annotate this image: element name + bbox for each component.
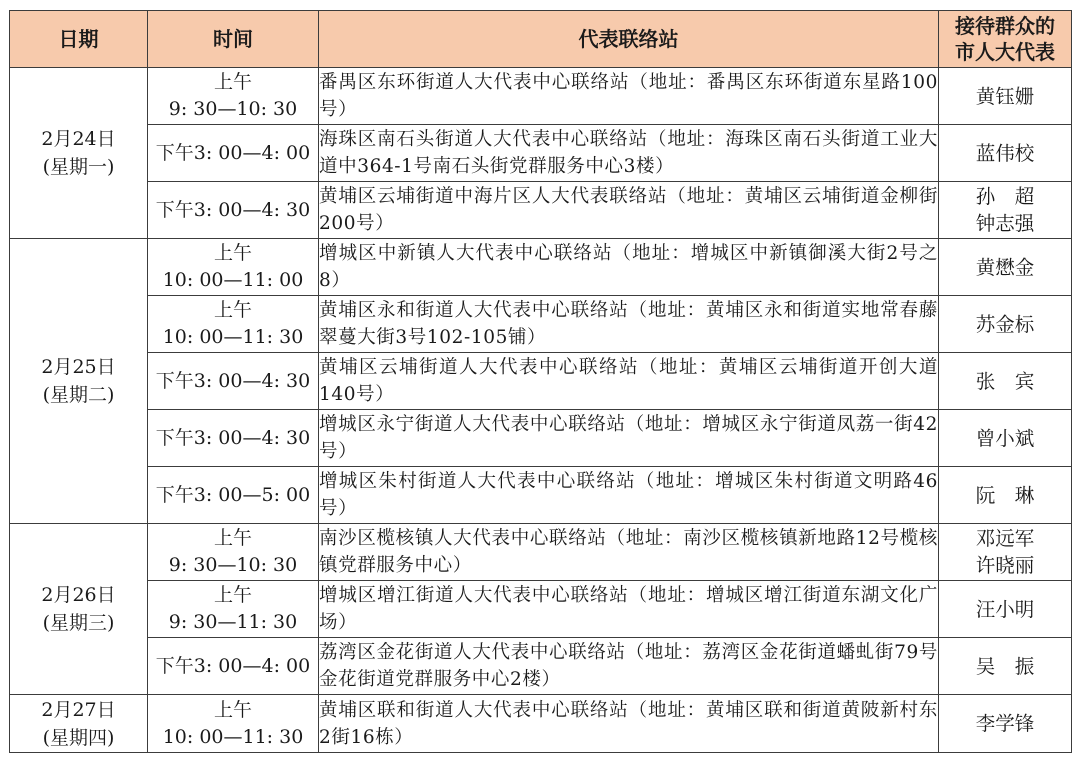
time-cell bbox=[148, 410, 319, 467]
table-body bbox=[10, 68, 1072, 753]
table-row bbox=[10, 524, 1072, 581]
station-cell: 增城区朱村街道人大代表中心联络站（地址：增城区朱村街道文明路46号） bbox=[319, 467, 939, 524]
representative-name: 李学锋 bbox=[975, 712, 1035, 735]
station-cell: 黄埔区云埔街道人大代表中心联络站（地址：黄埔区云埔街道开创大道140号） bbox=[319, 353, 939, 410]
date-text: 2月27日 bbox=[41, 698, 116, 721]
station-cell: 增城区增江街道人大代表中心联络站（地址：增城区增江街道东湖文化广场） bbox=[319, 581, 939, 638]
time-text: 下午3: 00—4: 30 bbox=[155, 426, 311, 449]
table-row bbox=[10, 68, 1072, 125]
header-time: 时间 bbox=[148, 11, 319, 68]
time-text: 10: 00—11: 30 bbox=[162, 725, 304, 748]
station-cell: 黄埔区云埔街道中海片区人大代表联络站（地址：黄埔区云埔街道金柳街200号） bbox=[319, 182, 939, 239]
time-cell bbox=[148, 695, 319, 753]
time-text: 10: 00—11: 30 bbox=[162, 326, 304, 348]
time-text: 上午 bbox=[213, 584, 252, 606]
header-row bbox=[10, 11, 1072, 68]
table-row bbox=[10, 467, 1072, 524]
table-row bbox=[10, 182, 1072, 239]
date-cell bbox=[10, 68, 148, 239]
time-cell bbox=[148, 239, 319, 296]
representative-cell bbox=[939, 638, 1072, 695]
header-rep-line-1: 接待群众的 bbox=[955, 14, 1055, 38]
time-text: 上午 bbox=[213, 242, 252, 264]
station-cell: 海珠区南石头街道人大代表中心联络站（地址：海珠区南石头街道工业大道中364-1号南石头街党群服务中心3楼） bbox=[319, 125, 939, 182]
time-text: 下午3: 00—4: 30 bbox=[155, 369, 311, 392]
date-cell bbox=[10, 695, 148, 753]
representative-cell bbox=[939, 296, 1072, 353]
representative-cell bbox=[939, 467, 1072, 524]
time-cell bbox=[148, 638, 319, 695]
representative-cell bbox=[939, 182, 1072, 239]
time-text: 上午 bbox=[213, 698, 252, 721]
time-cell bbox=[148, 467, 319, 524]
time-text: 10: 00—11: 00 bbox=[162, 269, 304, 291]
station-cell: 番禺区东环街道人大代表中心联络站（地址：番禺区东环街道东星路100号） bbox=[319, 68, 939, 125]
time-cell bbox=[148, 296, 319, 353]
representative-cell bbox=[939, 581, 1072, 638]
station-cell: 增城区中新镇人大代表中心联络站（地址：增城区中新镇御溪大街2号之8） bbox=[319, 239, 939, 296]
station-cell: 荔湾区金花街道人大代表中心联络站（地址：荔湾区金花街道蟠虬街79号金花街道党群服务中心2楼） bbox=[319, 638, 939, 695]
representative-cell bbox=[939, 353, 1072, 410]
representative-cell bbox=[939, 68, 1072, 125]
representative-name: 苏金标 bbox=[975, 312, 1035, 336]
time-cell bbox=[148, 68, 319, 125]
time-text: 9: 30—10: 30 bbox=[168, 98, 298, 120]
representative-name: 许晓丽 bbox=[975, 554, 1035, 577]
weekday-text: (星期四) bbox=[42, 726, 115, 749]
representative-name: 张 宾 bbox=[975, 369, 1035, 393]
table-row bbox=[10, 296, 1072, 353]
header-station: 代表联络站 bbox=[319, 11, 939, 68]
representative-cell bbox=[939, 410, 1072, 467]
weekday-text: (星期三) bbox=[42, 612, 115, 634]
station-cell: 增城区永宁街道人大代表中心联络站（地址：增城区永宁街道凤荔一街42号） bbox=[319, 410, 939, 467]
table-header bbox=[10, 11, 1072, 68]
representative-name: 汪小明 bbox=[975, 597, 1035, 621]
station-cell: 黄埔区永和街道人大代表中心联络站（地址：黄埔区永和街道实地常春藤翠蔓大街3号102-105铺） bbox=[319, 296, 939, 353]
station-cell: 黄埔区联和街道人大代表中心联络站（地址：黄埔区联和街道黄陂新村东2街16栋） bbox=[319, 695, 939, 753]
weekday-text: (星期二) bbox=[42, 384, 115, 406]
representative-cell bbox=[939, 125, 1072, 182]
representative-name: 钟志强 bbox=[975, 212, 1035, 235]
representative-name: 孙 超 bbox=[975, 185, 1035, 208]
representative-name: 黄懋金 bbox=[975, 255, 1035, 279]
time-text: 上午 bbox=[213, 71, 252, 93]
representative-name: 黄钰姗 bbox=[975, 84, 1035, 108]
header-representative bbox=[939, 11, 1072, 68]
header-rep-line-2: 市人大代表 bbox=[955, 40, 1055, 64]
representative-cell bbox=[939, 524, 1072, 581]
representative-name: 吴 振 bbox=[975, 654, 1035, 678]
date-text: 2月26日 bbox=[41, 584, 116, 606]
representative-name: 邓远军 bbox=[975, 527, 1035, 550]
table-row bbox=[10, 410, 1072, 467]
representative-name: 曾小斌 bbox=[975, 426, 1035, 450]
table-row bbox=[10, 581, 1072, 638]
time-text: 9: 30—11: 30 bbox=[168, 611, 298, 633]
date-text: 2月25日 bbox=[41, 356, 116, 378]
time-cell bbox=[148, 125, 319, 182]
time-text: 9: 30—10: 30 bbox=[168, 554, 298, 576]
representative-cell bbox=[939, 239, 1072, 296]
date-text: 2月24日 bbox=[41, 128, 116, 150]
representative-name: 阮 琳 bbox=[975, 483, 1035, 507]
reception-schedule-table bbox=[9, 10, 1072, 753]
time-cell bbox=[148, 524, 319, 581]
date-cell bbox=[10, 239, 148, 524]
time-text: 下午3: 00—4: 30 bbox=[155, 198, 311, 221]
table-row bbox=[10, 125, 1072, 182]
header-date: 日期 bbox=[10, 11, 148, 68]
time-text: 下午3: 00—4: 00 bbox=[155, 654, 311, 677]
representative-cell bbox=[939, 695, 1072, 753]
time-text: 下午3: 00—4: 00 bbox=[155, 141, 311, 164]
table-row bbox=[10, 353, 1072, 410]
time-cell bbox=[148, 182, 319, 239]
weekday-text: (星期一) bbox=[42, 156, 115, 178]
time-cell bbox=[148, 581, 319, 638]
time-text: 下午3: 00—5: 00 bbox=[155, 483, 311, 506]
representative-name: 蓝伟校 bbox=[975, 141, 1035, 165]
time-cell bbox=[148, 353, 319, 410]
time-text: 上午 bbox=[213, 527, 252, 549]
table-row bbox=[10, 695, 1072, 753]
table-row bbox=[10, 239, 1072, 296]
table-row bbox=[10, 638, 1072, 695]
date-cell bbox=[10, 524, 148, 695]
station-cell: 南沙区榄核镇人大代表中心联络站（地址：南沙区榄核镇新地路12号榄核镇党群服务中心） bbox=[319, 524, 939, 581]
time-text: 上午 bbox=[213, 299, 252, 321]
